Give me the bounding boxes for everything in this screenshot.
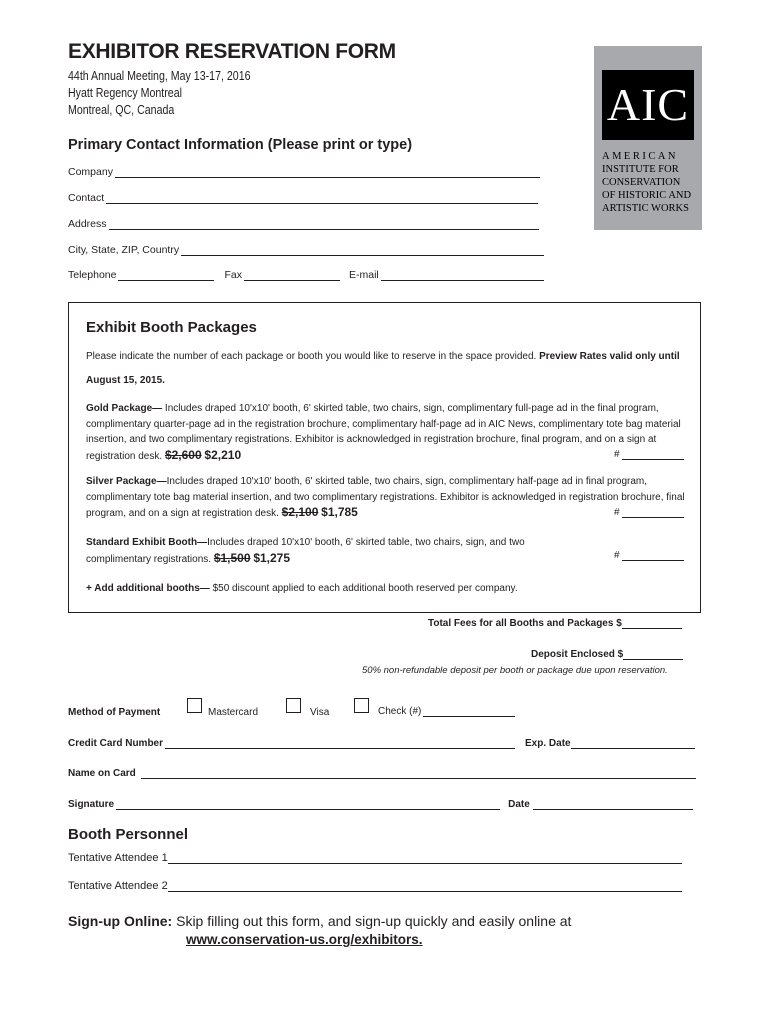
deposit-label: Deposit Enclosed $ xyxy=(531,649,624,660)
city-field[interactable] xyxy=(68,244,544,256)
phone-fax-email-row xyxy=(68,269,544,281)
check-label: Check (#) xyxy=(378,706,422,717)
attendee2-line[interactable] xyxy=(168,881,682,892)
aic-logo-mark: AIC xyxy=(602,70,694,140)
signature-line[interactable] xyxy=(116,799,500,810)
card-number-label: Credit Card Number xyxy=(68,738,164,749)
check-number-field[interactable] xyxy=(378,706,515,717)
email-input-line[interactable] xyxy=(381,270,544,281)
attendee1-line[interactable] xyxy=(168,853,682,864)
contact-field[interactable] xyxy=(68,192,538,204)
attendee1-label: Tentative Attendee 1 xyxy=(68,852,168,864)
standard-old-price: $1,500 xyxy=(213,550,251,565)
contact-heading: Primary Contact Information (Please print or type) xyxy=(68,137,413,153)
deposit-line[interactable] xyxy=(623,649,683,660)
packages-intro: Please indicate the number of each package or booth you would like to reserve in the space provided. Preview Rates valid only until August 15, 2015. xyxy=(86,351,680,386)
exp-date-label: Exp. Date xyxy=(525,738,571,749)
date-label: Date xyxy=(508,799,530,810)
card-number-line[interactable] xyxy=(165,738,515,749)
signup-text: Sign-up Online: Skip filling out this form, and sign-up quickly and easily online at xyxy=(68,913,572,929)
company-label: Company xyxy=(68,166,113,178)
silver-package-desc: Includes draped 10'x10' booth, 6' skirted table, two chairs, sign, complimentary half-page ad in final program, complimentary tote bag material insertion, and two complimentary registrations. Exhibitor is acknowledged in registration brochure, final program, and on a sign at registration desk. xyxy=(86,476,685,519)
standard-new-price: $1,275 xyxy=(253,550,291,565)
payment-method-label: Method of Payment xyxy=(68,707,161,718)
telephone-input-line[interactable] xyxy=(118,270,214,281)
gold-package-desc: Includes draped 10'x10' booth, 6' skirted table, two chairs, sign, complimentary full-page ad in the final program, complimentary quarter-page ad in the registration brochure, complimentary half-page ad in AIC News, complimentary tote bag material insertion, and two complimentary registrations. Exhibitor is acknowledged in registration brochure, final program, and on a sign at registration desk. xyxy=(86,403,681,462)
card-number-row xyxy=(68,738,695,749)
company-field[interactable] xyxy=(68,166,540,178)
attendee2-label: Tentative Attendee 2 xyxy=(68,880,168,892)
total-fees-field[interactable] xyxy=(428,618,682,629)
mastercard-checkbox[interactable] xyxy=(187,698,202,713)
check-number-line[interactable] xyxy=(423,706,515,717)
deposit-note: 50% non-refundable deposit per booth or package due upon reservation. xyxy=(362,665,668,676)
visa-label: Visa xyxy=(310,707,330,718)
silver-new-price: $1,785 xyxy=(321,505,358,519)
standard-quantity-line[interactable] xyxy=(622,550,684,561)
name-on-card-label: Name on Card xyxy=(68,768,136,779)
signature-label: Signature xyxy=(68,799,115,810)
fax-label: Fax xyxy=(224,269,242,281)
fax-input-line[interactable] xyxy=(244,270,340,281)
name-on-card-field[interactable] xyxy=(68,768,696,779)
signup-label: Sign-up Online: xyxy=(68,913,173,929)
signup-link[interactable]: www.conservation-us.org/exhibitors. xyxy=(186,932,423,947)
gold-new-price: $2,210 xyxy=(204,447,242,462)
date-line[interactable] xyxy=(533,799,693,810)
email-label: E-mail xyxy=(348,269,379,281)
city-label: City, State, ZIP, Country xyxy=(68,244,180,256)
check-checkbox[interactable] xyxy=(354,698,369,713)
signature-row xyxy=(68,799,693,810)
address-input-line[interactable] xyxy=(109,219,539,230)
address-label: Address xyxy=(68,218,107,230)
silver-old-price: $2,100 xyxy=(281,505,319,519)
contact-label: Contact xyxy=(68,192,105,204)
meeting-venue: Hyatt Regency Montreal xyxy=(68,86,182,100)
company-input-line[interactable] xyxy=(115,167,540,178)
gold-quantity[interactable]: # xyxy=(614,449,684,460)
telephone-label: Telephone xyxy=(68,269,117,281)
packages-heading: Exhibit Booth Packages xyxy=(86,319,257,336)
mastercard-label: Mastercard xyxy=(208,707,259,718)
silver-quantity-line[interactable] xyxy=(622,507,684,518)
meeting-date: 44th Annual Meeting, May 13-17, 2016 xyxy=(68,69,251,83)
exp-date-line[interactable] xyxy=(571,738,695,749)
aic-logo xyxy=(594,46,702,230)
gold-old-price: $2,600 xyxy=(164,447,202,462)
additional-booths: + Add additional booths— $50 discount applied to each additional booth reserved per company. xyxy=(86,583,518,594)
gold-package-name: Gold Package— xyxy=(86,403,163,414)
personnel-heading: Booth Personnel xyxy=(68,826,189,843)
attendee1-field[interactable] xyxy=(68,852,682,864)
city-input-line[interactable] xyxy=(181,245,544,256)
total-fees-line[interactable] xyxy=(622,618,682,629)
contact-input-line[interactable] xyxy=(106,193,538,204)
silver-quantity[interactable]: # xyxy=(614,507,684,518)
standard-booth xyxy=(86,535,566,567)
standard-booth-desc: Includes draped 10'x10' booth, 6' skirted table, two chairs, sign, and two complimentary registrations. xyxy=(86,537,525,565)
name-on-card-line[interactable] xyxy=(141,768,696,779)
gold-quantity-line[interactable] xyxy=(622,449,684,460)
standard-quantity[interactable]: # xyxy=(614,550,684,561)
gold-package xyxy=(86,401,682,464)
silver-package xyxy=(86,474,686,522)
silver-package-name: Silver Package— xyxy=(86,476,167,487)
total-fees-label: Total Fees for all Booths and Packages $ xyxy=(428,618,622,629)
address-field[interactable] xyxy=(68,218,539,230)
deposit-field[interactable] xyxy=(531,649,683,660)
aic-logo-text: AMERICAN INSTITUTE FOR CONSERVATION OF HISTORIC AND ARTISTIC WORKS xyxy=(602,151,692,214)
visa-checkbox[interactable] xyxy=(286,698,301,713)
standard-booth-name: Standard Exhibit Booth— xyxy=(86,537,208,548)
form-title: EXHIBITOR RESERVATION FORM xyxy=(68,40,396,63)
meeting-city: Montreal, QC, Canada xyxy=(68,103,175,117)
attendee2-field[interactable] xyxy=(68,880,682,892)
